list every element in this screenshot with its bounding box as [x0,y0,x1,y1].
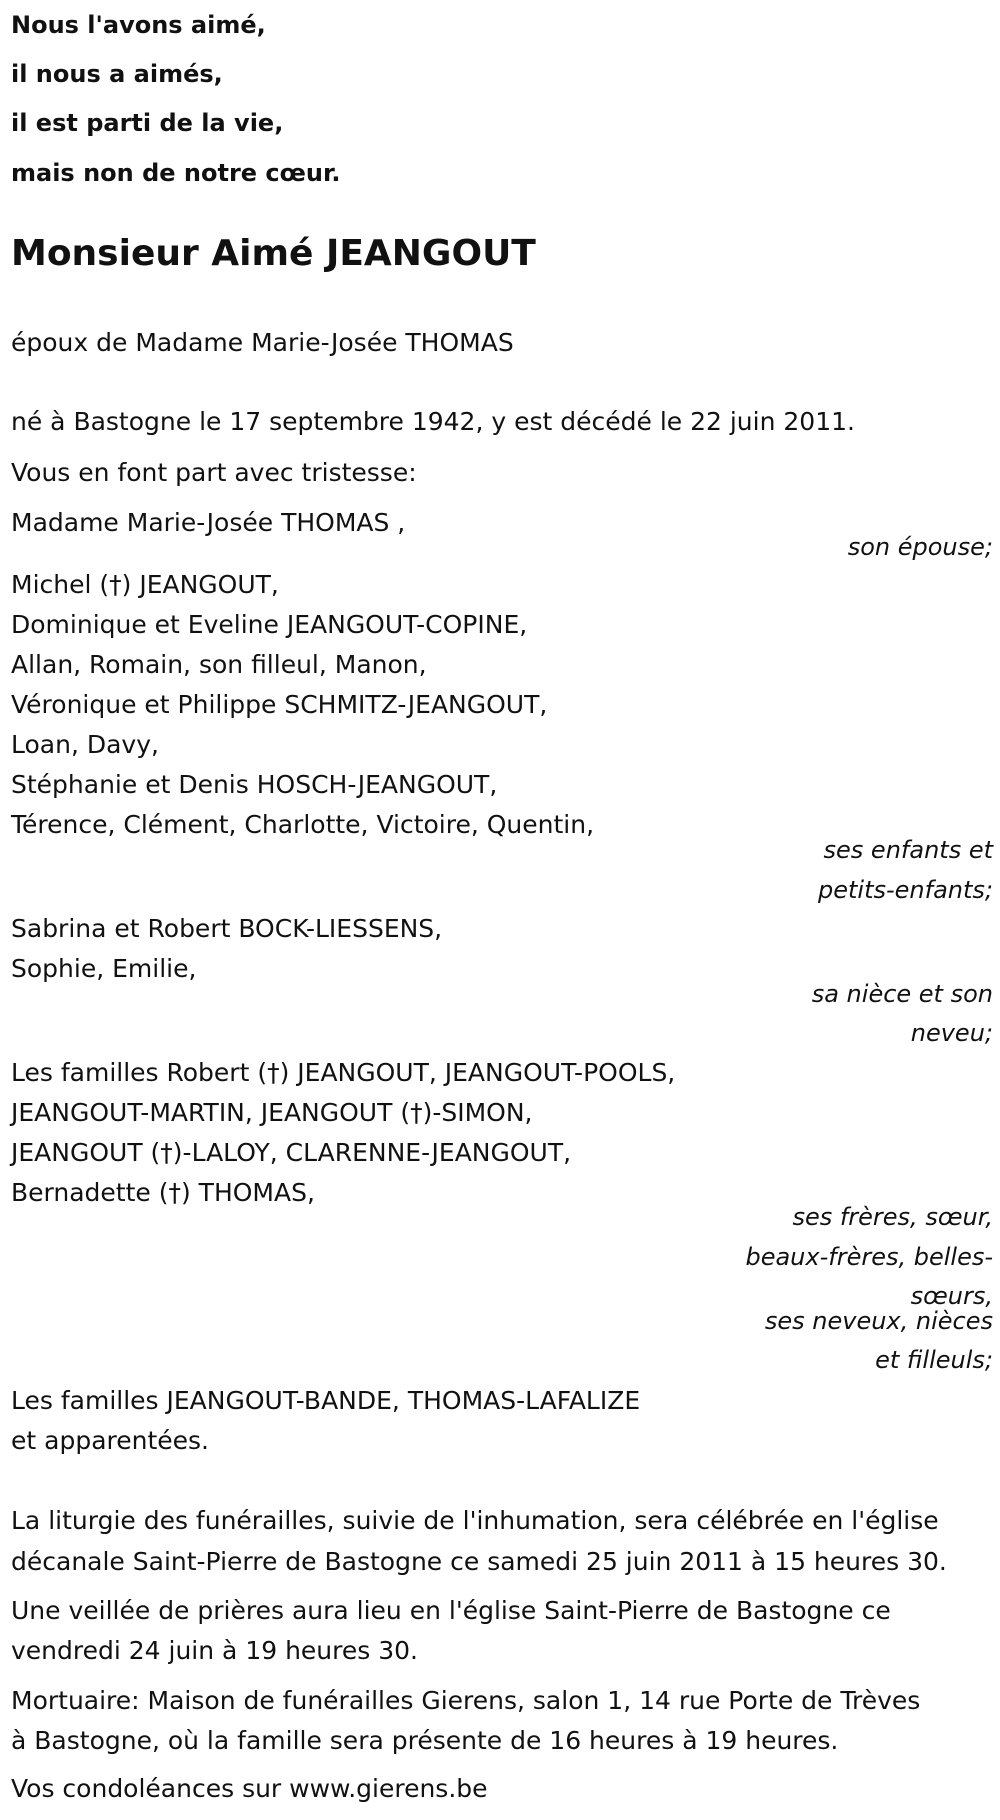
family-name-line: Madame Marie-Josée THOMAS , [11,508,406,537]
relation-label: et filleuls; [875,1346,993,1374]
relation-label: ses enfants et [823,836,993,864]
relation-label: petits-enfants; [818,876,993,904]
family-name-line: Allan, Romain, son filleul, Manon, [11,650,427,679]
relation-label: son épouse; [847,533,993,561]
relation-label: sa nièce et son [811,980,993,1008]
vigil-info-line: vendredi 24 juin à 19 heures 30. [11,1636,418,1665]
vigil-info-line: Une veillée de prières aura lieu en l'église Saint-Pierre de Bastogne ce [11,1596,891,1625]
family-name-line: Sabrina et Robert BOCK-LIESSENS, [11,914,443,943]
family-name-line: Loan, Davy, [11,730,159,759]
family-name-line: JEANGOUT-MARTIN, JEANGOUT (†)-SIMON, [11,1098,533,1127]
relation-label: neveu; [910,1019,993,1047]
relation-label: sœurs, [910,1282,993,1310]
family-name-line: et apparentées. [11,1426,209,1455]
poem-line: Nous l'avons aimé, [11,11,266,39]
family-name-line: Stéphanie et Denis HOSCH-JEANGOUT, [11,770,498,799]
poem-line: il nous a aimés, [11,60,223,88]
family-name-line: Térence, Clément, Charlotte, Victoire, Quentin, [11,810,595,839]
relation-label: beaux-frères, belles- [745,1243,993,1271]
funeral-info-line: La liturgie des funérailles, suivie de l'inhumation, sera célébrée en l'église [11,1506,939,1535]
family-name-line: Dominique et Eveline JEANGOUT-COPINE, [11,610,528,639]
announcement-intro: Vous en font part avec tristesse: [11,458,417,487]
condolences-line: Vos condoléances sur www.gierens.be [11,1774,488,1803]
family-name-line: Michel (†) JEANGOUT, [11,570,279,599]
birth-death-line: né à Bastogne le 17 septembre 1942, y est décédé le 22 juin 2011. [11,407,855,436]
family-name-line: Véronique et Philippe SCHMITZ-JEANGOUT, [11,690,548,719]
family-name-line: Les familles JEANGOUT-BANDE, THOMAS-LAFALIZE [11,1386,641,1415]
mortuary-info-line: à Bastogne, où la famille sera présente de 16 heures à 19 heures. [11,1726,839,1755]
mortuary-info-line: Mortuaire: Maison de funérailles Gierens, salon 1, 14 rue Porte de Trèves [11,1686,921,1715]
family-name-line: JEANGOUT (†)-LALOY, CLARENNE-JEANGOUT, [11,1138,572,1167]
spouse-line: époux de Madame Marie-Josée THOMAS [11,328,514,357]
deceased-name: Monsieur Aimé JEANGOUT [11,233,536,274]
funeral-info-line: décanale Saint-Pierre de Bastogne ce samedi 25 juin 2011 à 15 heures 30. [11,1547,947,1576]
poem-line: mais non de notre cœur. [11,159,341,187]
family-name-line: Bernadette (†) THOMAS, [11,1178,315,1207]
poem-line: il est parti de la vie, [11,109,284,137]
relation-label: ses frères, sœur, [792,1203,993,1231]
family-name-line: Sophie, Emilie, [11,954,197,983]
family-name-line: Les familles Robert (†) JEANGOUT, JEANGOUT-POOLS, [11,1058,676,1087]
relation-label: ses neveux, nièces [764,1307,993,1335]
